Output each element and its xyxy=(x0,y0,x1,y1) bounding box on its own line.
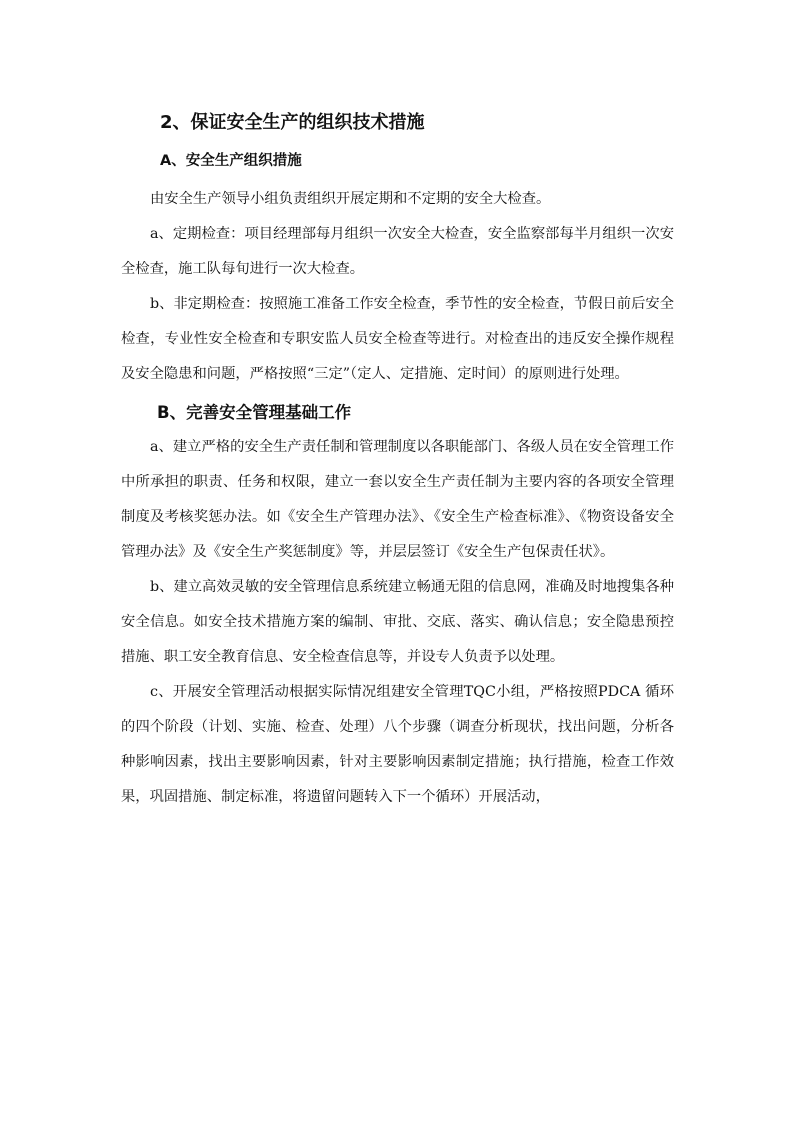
subsection-heading-b: B、完善安全管理基础工作 xyxy=(157,403,352,422)
section-heading-2: 2、保证安全生产的组织技术措施 xyxy=(160,112,425,133)
paragraph-management-activity: c、开展安全管理活动根据实际情况组建安全管理TQC小组，严格按照PDCA 循环的四个阶段（计划、实施、检查、处理）八个步骤（调查分析现状，找出问题，分析各种影响因素，找出主要影响因素，针对主要影响因素制定措施；执行措施，检查工作效果，巩固措施、制定标准，将遗留问题转入下一个循环）开展活动， xyxy=(121,684,674,805)
paragraph-regular-inspection: a、定期检查：项目经理部每月组织一次安全大检查，安全监察部每半月组织一次安全检查，施工队每旬进行一次大检查。 xyxy=(121,226,674,277)
subsection-heading-a: A、安全生产组织措施 xyxy=(160,153,302,169)
body-text-b xyxy=(121,430,674,815)
body-text xyxy=(121,182,674,392)
paragraph-responsibility-system: a、建立严格的安全生产责任制和管理制度以各职能部门、各级人员在安全管理工作中所承担的职责、任务和权限，建立一套以安全生产责任制为主要内容的各项安全管理制度及考核奖惩办法。如《安全生产管理办法》、《安全生产检查标准》、《物资设备安全管理办法》及《安全生产奖惩制度》等，并层层签订《安全生产包保责任状》。 xyxy=(121,439,674,560)
paragraph-intro: 由安全生产领导小组负责组织开展定期和不定期的安全大检查。 xyxy=(150,191,551,207)
paragraph-irregular-inspection: b、非定期检查：按照施工准备工作安全检查，季节性的安全检查，节假日前后安全检查，专业性安全检查和专职安监人员安全检查等进行。对检查出的违反安全操作规程及安全隐患和问题，严格按照“三定”（定人、定措施、定时间）的原则进行处理。 xyxy=(121,296,674,382)
paragraph-information-system: b、建立高效灵敏的安全管理信息系统建立畅通无阻的信息网，准确及时地搜集各种安全信息。如安全技术措施方案的编制、审批、交底、落实、确认信息；安全隐患预控措施、职工安全教育信息、安全检查信息等，并设专人负责予以处理。 xyxy=(121,579,674,665)
